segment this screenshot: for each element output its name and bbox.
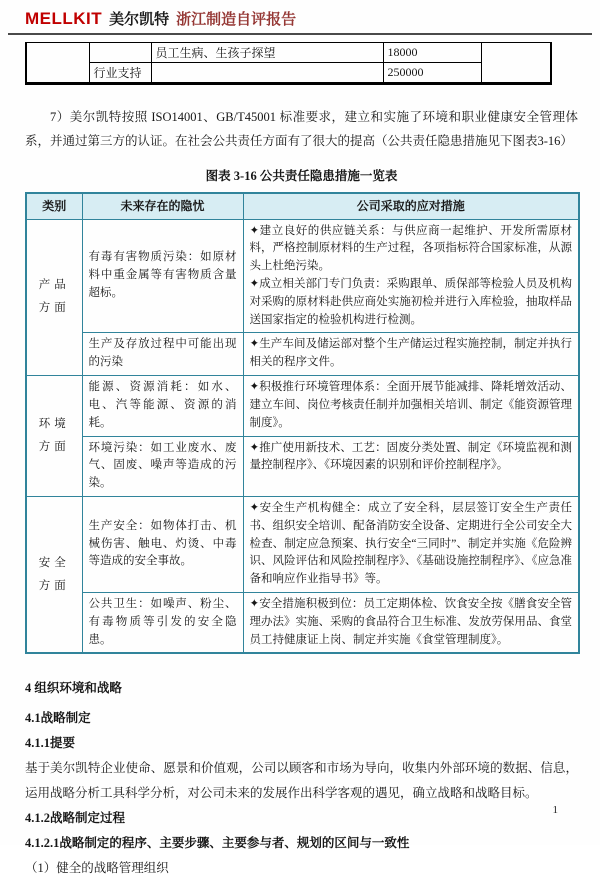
risk-table-row xyxy=(26,219,579,333)
empty-cell xyxy=(26,43,89,84)
measures-cell xyxy=(243,436,579,496)
section-heading-4-1-2-1: 4.1.2.1战略制定的程序、主要步骤、主要参与者、规划的区间与一致性 xyxy=(25,836,410,851)
measure-item: ✦建立良好的供应链关系：与供应商一起维护、开发所需原材料，严格控制原材料的生产过程，各项指标符合国家标准，从源头上杜绝污染。 xyxy=(249,224,572,273)
measure-item: ✦生产车间及储运部对整个生产储运过程实施控制，制定并执行相关的程序文件。 xyxy=(249,338,572,369)
risk-table-body xyxy=(26,219,579,653)
section-paragraph-4-1-1: 基于美尔凯特企业使命、愿景和价值观，公司以顾客和市场为导向，收集内外部环境的数据、信息，运用战略分析工具科学分析，对公司未来的发展作出科学客观的遇见，确立战略和战略目标。 xyxy=(25,761,578,801)
risk-table-row xyxy=(26,376,579,436)
public-responsibility-table xyxy=(25,192,580,654)
risk-cell: 生产安全：如物体打击、机械伤害、触电、灼烫、中毒等造成的安全事故。 xyxy=(82,496,243,592)
section-heading-4: 4 组织环境和战略 xyxy=(25,681,122,696)
table-row xyxy=(26,63,551,84)
item-cell xyxy=(151,63,383,84)
measure-item: ✦成立相关部门专门负责：采购跟单、质保部等检验人员及机构对采购的原材料赴供应商处实施初检并进行入库检验，抽取样品送国家指定的检验机构进行检测。 xyxy=(249,278,572,326)
section-heading-4-1-1: 4.1.1提要 xyxy=(25,736,76,751)
category-cell: 安全方面 xyxy=(26,496,82,653)
risk-cell: 公共卫生：如噪声、粉尘、有毒物质等引发的安全隐患。 xyxy=(82,593,243,654)
risk-table-row xyxy=(26,436,579,496)
category-cell xyxy=(89,43,151,63)
amount-cell: 18000 xyxy=(383,43,481,63)
report-title: 浙江制造自评报告 xyxy=(176,12,297,28)
header-risk: 未来存在的隐忧 xyxy=(82,193,243,219)
measures-cell xyxy=(243,593,579,654)
measures-cell xyxy=(243,333,579,376)
measures-cell xyxy=(243,376,579,436)
category-cell: 环境方面 xyxy=(26,376,82,497)
risk-cell: 环境污染：如工业废水、废气、固废、噪声等造成的污染。 xyxy=(82,436,243,496)
paragraph-7: 7）美尔凯特按照 ISO14001、GB/T45001 标准要求，建立和实施了环境和职业健康安全管理体系，并通过第三方的认证。在社会公共责任方面有了很大的提高（公共责任隐患措施见下图表3-16） xyxy=(25,110,578,148)
item-cell: 员工生病、生孩子探望 xyxy=(151,43,383,63)
measure-item: ✦推广使用新技术、工艺：固废分类处置、制定《环境监视和测量控制程序》、《环境因素的识别和评价控制程序》。 xyxy=(249,441,572,472)
measures-cell xyxy=(243,496,579,592)
section-heading-4-1-2: 4.1.2战略制定过程 xyxy=(25,811,126,826)
category-cell: 产品方面 xyxy=(26,219,82,376)
measure-item: ✦安全措施积极到位：员工定期体检、饮食安全按《膳食安全管理办法》实施、采购的食品符合卫生标准、发放劳保用品、食堂员工持健康证上岗、制定并实施《食堂管理制度》。 xyxy=(249,598,572,646)
company-name: 美尔凯特 xyxy=(109,12,170,28)
category-cell: 行业支持 xyxy=(89,63,151,84)
figure-caption: 图表 3-16 公共责任隐患措施一览表 xyxy=(205,169,398,183)
risk-table-row xyxy=(26,593,579,654)
header-measures: 公司采取的应对措施 xyxy=(243,193,579,219)
risk-cell: 能源、资源消耗：如水、电、汽等能源、资源的消耗。 xyxy=(82,376,243,436)
empty-cell xyxy=(481,43,551,84)
risk-cell: 有毒有害物质污染：如原材料中重金属等有害物质含量超标。 xyxy=(82,219,243,333)
risk-table-row xyxy=(26,333,579,376)
measure-item: ✦安全生产机构健全：成立了安全科，层层签订安全生产责任书、组织安全培训、配备消防安全设备、定期进行全公司安全大检查、制定应急预案、执行安全“三同时”、制定并实施《危险辨识、风险评估和风险控制程序》、《基础设施控制程序》、《应急准备和响应作业指导书》等。 xyxy=(249,501,572,586)
header-category: 类别 xyxy=(26,193,82,219)
document-header xyxy=(8,8,592,35)
table-row xyxy=(26,43,551,63)
amount-cell: 250000 xyxy=(383,63,481,84)
continued-expense-table xyxy=(25,42,552,85)
measure-item: ✦积极推行环境管理体系：全面开展节能减排、降耗增效活动、建立车间、岗位考核责任制并加强相关培训、制定《能资源管理制度》。 xyxy=(249,381,572,429)
section-item-1: （1）健全的战略管理组织 xyxy=(25,861,169,876)
risk-cell: 生产及存放过程中可能出现的污染 xyxy=(82,333,243,376)
table-header-row xyxy=(26,193,579,219)
measures-cell xyxy=(243,219,579,333)
risk-table-row xyxy=(26,496,579,592)
page-number: 1 xyxy=(552,804,558,816)
section-heading-4-1: 4.1战略制定 xyxy=(25,711,91,726)
company-logo: MELLKIT xyxy=(25,9,103,28)
strategy-sections xyxy=(25,676,578,881)
